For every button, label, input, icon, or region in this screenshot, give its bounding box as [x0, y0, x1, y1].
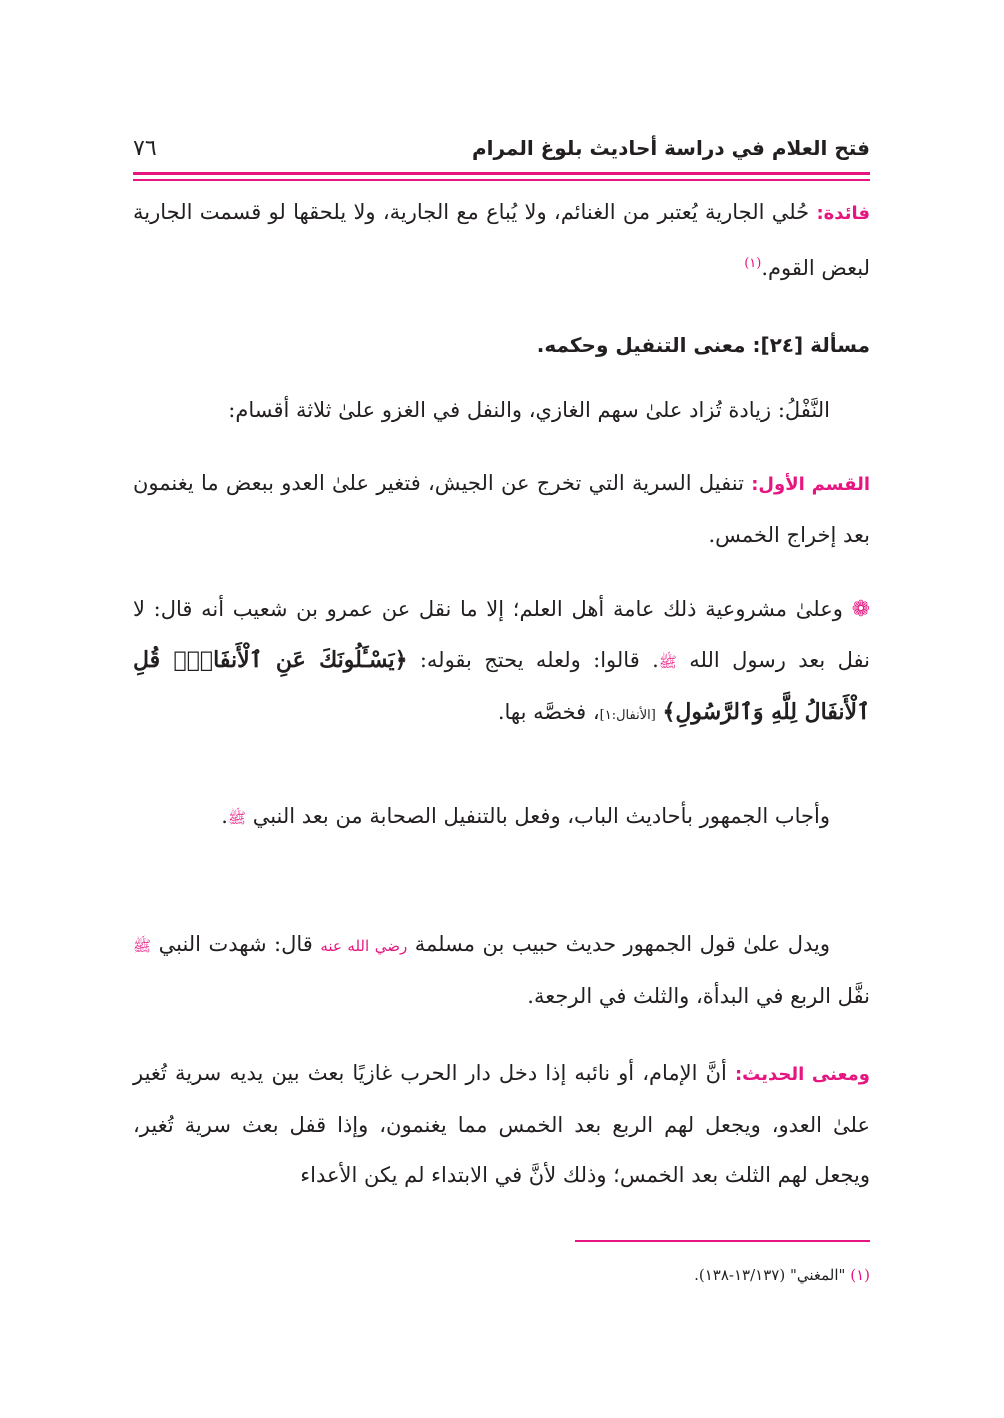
quran-verse: ﴿يَسْـَٔلُونَكَ عَنِ ٱلْأَنفَالِۖ قُلِ ٱلْأَنفَالُ لِلَّهِ وَٱلرَّسُولِ﴾ — [133, 647, 870, 725]
footnote-text: "المغني" (١٣/١٣٧-١٣٨). — [694, 1266, 851, 1284]
majority-text-after: . — [221, 804, 228, 828]
evidence-text-before: ويدل علىٰ قول الجمهور حديث حبيب بن مسلمة — [407, 932, 830, 956]
footnote-number: (١) — [850, 1266, 870, 1284]
issue-title: مسألة [٢٤]: معنى التنفيل وحكمه. — [536, 333, 870, 357]
running-title: فتح العلام في دراسة أحاديث بلوغ المرام — [471, 136, 870, 160]
legitimacy-text-before: وعلىٰ مشروعية ذلك عامة أهل العلم؛ إلا ما نقل عن عمرو بن شعيب أنه قال: لا نفل بعد رسول الله — [133, 597, 870, 672]
definition-text: النَّفْلُ: زيادة تُزاد علىٰ سهم الغازي، والنفل في الغزو علىٰ ثلاثة أقسام: — [228, 398, 830, 422]
footnote-rule — [575, 1240, 870, 1242]
paragraph-section-one — [133, 458, 870, 560]
paragraph-definition — [133, 385, 870, 435]
footnote-marker[interactable]: (١) — [744, 256, 762, 271]
section-one-label: القسم الأول: — [751, 474, 870, 495]
evidence-text-middle: قال: شهدت النبي — [151, 932, 321, 956]
footnote — [133, 1262, 870, 1288]
honorific-radiya: رضي الله عنه — [320, 937, 408, 955]
paragraph-evidence — [133, 919, 870, 1021]
document-page — [133, 0, 870, 1418]
page-number: ٧٦ — [133, 135, 157, 161]
fa2ida-label: فائدة: — [816, 203, 870, 224]
fa2ida-text: حُلي الجارية يُعتبر من الغنائم، ولا يُباع مع الجارية، ولا يلحقها لو قسمت الجارية لبعض القوم. — [133, 200, 870, 280]
meaning-text: أنَّ الإمام، أو نائبه إذا دخل دار الحرب غازيًا بعث بين يديه سرية تُغير علىٰ العدو، ويجعل لهم الربع بعد الخمس مما يغنمون، وإذا قفل بعث سرية تُغير، ويجعل لهم الثلث بعد الخمس؛ وذلك لأنَّ في الابتداء لم يكن الأعداء — [133, 1061, 870, 1187]
page-header — [133, 128, 870, 168]
header-rule-thin — [133, 179, 870, 181]
honorific-salla: ﷺ — [658, 653, 677, 671]
majority-text-before: وأجاب الجمهور بأحاديث الباب، وفعل بالتنفيل الصحابة من بعد النبي — [246, 804, 830, 828]
honorific-salla: ﷺ — [133, 937, 152, 955]
section-one-text: تنفيل السرية التي تخرج عن الجيش، فتغير علىٰ العدو ببعض ما يغنمون بعد إخراج الخمس. — [133, 471, 870, 547]
issue-heading — [133, 320, 870, 370]
legitimacy-text-after: ، فخصَّه بها. — [497, 700, 600, 724]
paragraph-majority — [133, 791, 870, 843]
honorific-salla: ﷺ — [227, 809, 247, 827]
legitimacy-text-middle: . قالوا: ولعله يحتج بقوله: — [407, 648, 659, 672]
paragraph-fa2ida — [133, 187, 870, 293]
paragraph-legitimacy — [133, 584, 870, 741]
quran-reference: [الأنفال:١] — [599, 708, 656, 723]
header-rule-thick — [133, 172, 870, 175]
paragraph-meaning — [133, 1048, 870, 1200]
evidence-text-after: نفَّل الربع في البدأة، والثلث في الرجعة. — [527, 984, 870, 1008]
flower-ornament-icon: ❁ — [851, 597, 870, 622]
meaning-label: ومعنى الحديث: — [734, 1064, 870, 1085]
